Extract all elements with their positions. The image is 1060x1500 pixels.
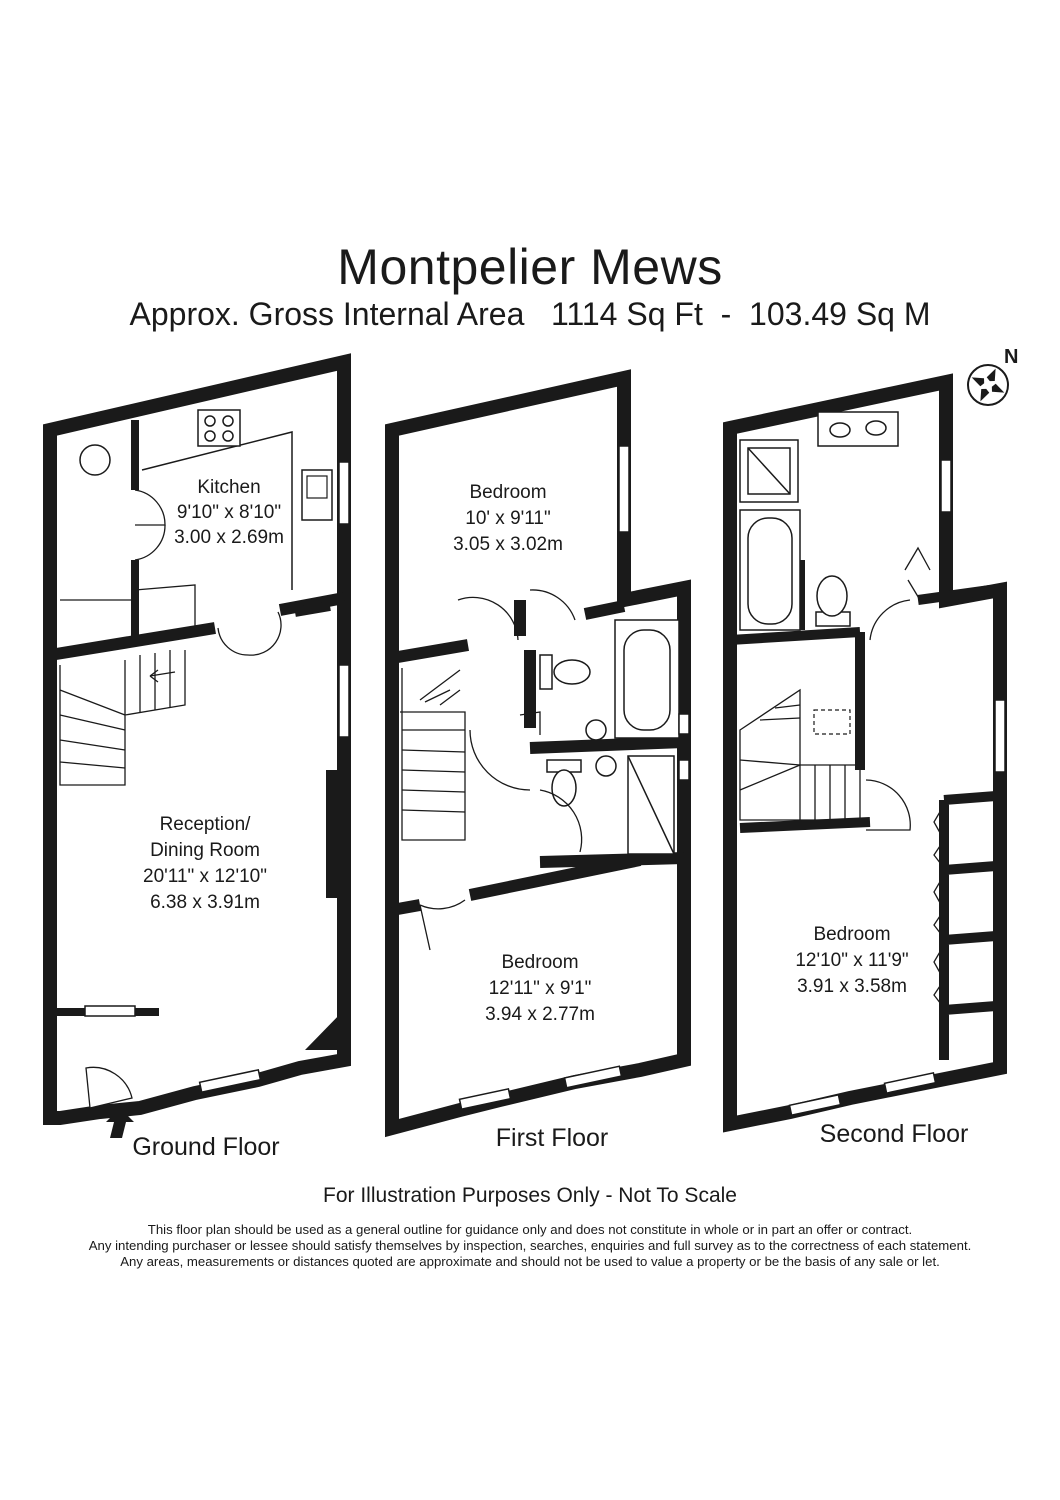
second-floor-plan (730, 382, 1005, 1148)
bedroom-imperial: 12'10" x 11'9" (795, 950, 909, 971)
illustration-disclaimer-heading: For Illustration Purposes Only - Not To Scale (323, 1184, 737, 1207)
kitchen-sink-icon (302, 470, 332, 520)
bathroom-window-icon (941, 460, 951, 512)
kitchen-window-icon (339, 462, 349, 524)
second-door-icon (866, 548, 930, 830)
plan-title: Montpelier Mews (337, 239, 723, 295)
bedroom-imperial: 12'11" x 9'1" (488, 978, 592, 999)
bedroom-metric: 3.05 x 3.02m (453, 534, 563, 555)
ground-staircase (60, 650, 185, 785)
first-staircase (400, 668, 465, 840)
double-basin-icon (818, 412, 898, 446)
bath-icon (615, 620, 679, 738)
reception-label: Reception/ (159, 814, 251, 835)
disclaimer-line: Any intending purchaser or lessee should satisfy themselves by inspection, searches, enquiries and full survey as to the correctness of each statement. (88, 1238, 972, 1253)
bedroom-label: Bedroom (469, 482, 547, 503)
bedroom-imperial: 10' x 9'11" (465, 508, 551, 529)
toilet-icon (540, 655, 590, 689)
toilet-icon (816, 576, 850, 626)
bath-window-icon (679, 714, 689, 734)
bedroom-window-icon (619, 446, 629, 532)
kitchen-steps (60, 585, 195, 630)
inner-window-icon (85, 1006, 135, 1016)
bedroom-metric: 3.94 x 2.77m (485, 1004, 595, 1025)
kitchen-imperial: 9'10" x 8'10" (176, 502, 282, 523)
reception-metric: 6.38 x 3.91m (150, 892, 260, 913)
reception-imperial: 20'11" x 12'10" (143, 866, 267, 887)
legal-disclaimer (0, 1222, 1060, 1270)
ground-partition (50, 1008, 85, 1016)
disclaimer-line: Any areas, measurements or distances quoted are approximate and should not be used to value a property or be the basis of any sale or let. (120, 1254, 940, 1269)
shower-icon (628, 756, 674, 854)
bedroom-metric: 3.91 x 3.58m (797, 976, 907, 997)
kitchen-double-door-icon (218, 612, 281, 655)
bedroom-side-window-icon (995, 700, 1005, 772)
kitchen-metric: 3.00 x 2.69m (174, 527, 284, 548)
ground-partition-end (135, 1008, 159, 1016)
second-floor-label: Second Floor (819, 1120, 969, 1148)
disclaimer-line: This floor plan should be used as a general outline for guidance only and does not constitute in whole or in part an offer or contract. (147, 1222, 913, 1237)
gross-area-subtitle: Approx. Gross Internal Area 1114 Sq Ft - 103.49 Sq M (129, 296, 931, 332)
boiler-icon (80, 445, 110, 475)
ground-floor-plan (50, 362, 349, 1161)
bath-icon (740, 510, 800, 630)
hob-icon (198, 410, 240, 446)
chimney-breast (326, 770, 338, 898)
shower-icon (740, 440, 798, 502)
first-floor-plan (392, 378, 689, 1152)
basin-icon (586, 720, 606, 740)
kitchen-inner-wall (295, 606, 330, 612)
compass-icon (964, 361, 1012, 409)
toilet-icon (547, 760, 581, 806)
loft-hatch-icon (814, 710, 850, 734)
basin-icon (596, 756, 616, 776)
reception-label-line2: Dining Room (150, 840, 260, 861)
first-floor-label: First Floor (495, 1124, 609, 1152)
compass-north-label: N (1004, 346, 1019, 368)
store-door-icon (135, 490, 165, 560)
bedroom-label: Bedroom (813, 924, 891, 945)
ground-floor-label: Ground Floor (132, 1133, 280, 1161)
shower-window-icon (679, 760, 689, 780)
kitchen-label: Kitchen (197, 477, 261, 498)
front-door-icon (86, 1067, 132, 1108)
reception-window-icon (339, 665, 349, 737)
bedroom-label: Bedroom (501, 952, 579, 973)
